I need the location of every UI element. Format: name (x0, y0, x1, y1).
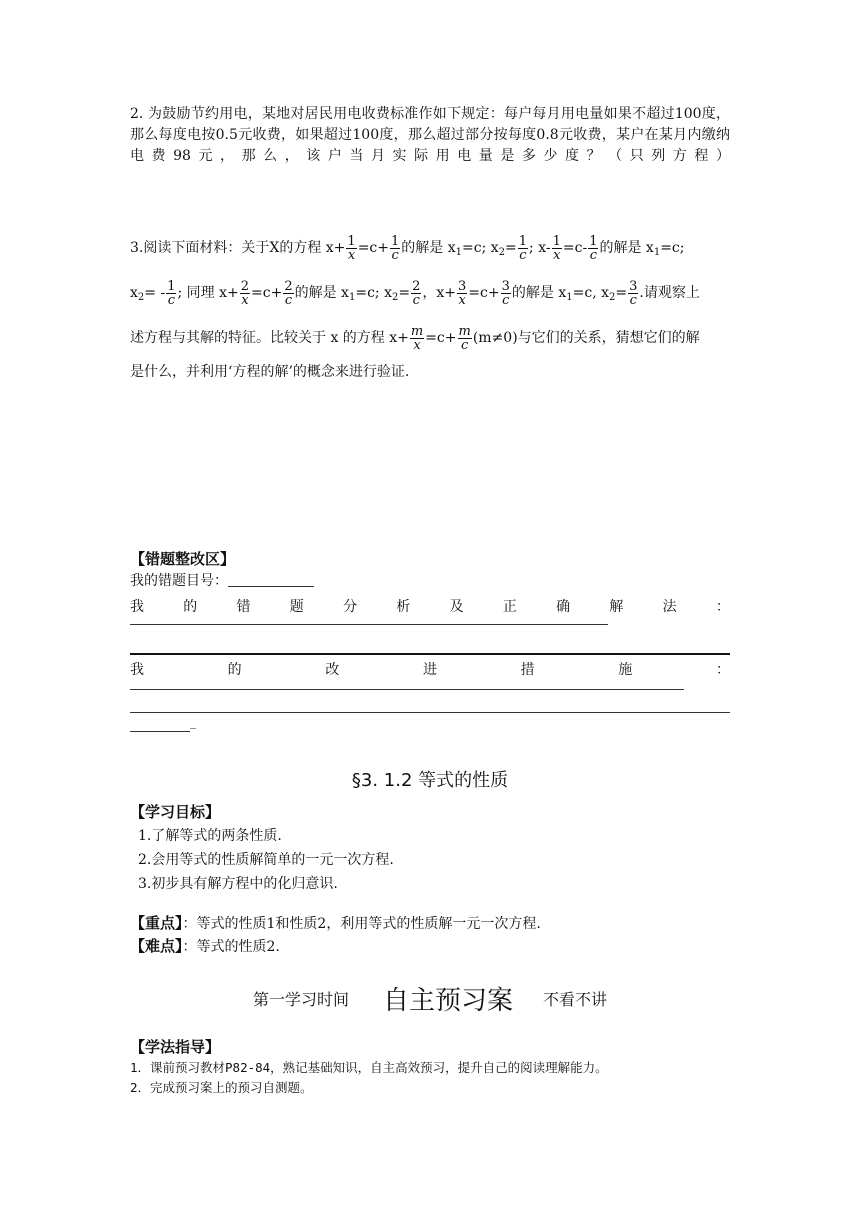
analysis-label-row: 我 的 错 题 分 析 及 正 确 解 法 ： (130, 599, 730, 615)
fraction: $\frac{2}{c}$ (284, 278, 293, 308)
goal-item: 1.了解等式的两条性质. (138, 828, 282, 844)
fraction: $\frac{1}{x}$ (552, 233, 561, 263)
study-method (130, 1036, 750, 1098)
question-3-line-1: 3.阅读下面材料：关于X的方程 x+ $\frac{1}{x}$ =c+ $\frac{1}{c}$ 的解是 $x_1=c$; $x_2=$ $\frac{1}{c}$ ; x- $\frac{1}{x}$ =c- $\frac{1}{c}$ 的解是 $x_1=c$; (130, 233, 685, 263)
fraction: $\frac{1}{x}$ (347, 233, 356, 263)
measures-label-row: 我 的 改 进 措 施 ： (130, 662, 730, 678)
study-banner (0, 980, 860, 1017)
banner-right: 不看不讲 (543, 990, 608, 1009)
wrong-number-blank[interactable] (228, 572, 314, 587)
fraction: $\frac{3}{c}$ (501, 278, 510, 308)
question-2 (130, 104, 730, 167)
fraction: $\frac{1}{c}$ (391, 233, 400, 263)
question-3 (130, 228, 730, 383)
method-item: 2．完成预习案上的预习自测题。 (130, 1080, 313, 1095)
goal-item: 2.会用等式的性质解简单的一元一次方程. (138, 852, 394, 868)
measures-blank-line-3[interactable] (130, 731, 190, 732)
divider-line (130, 653, 730, 655)
banner-left: 第一学习时间 (252, 990, 349, 1009)
learning-goals (130, 800, 730, 896)
fraction: $\frac{3}{c}$ (629, 278, 638, 308)
wrong-number-row: 我的错题目号： (130, 570, 730, 592)
question-3-line-2: $x_2=$ - $\frac{1}{c}$ ; 同理 x+ $\frac{2}{x}$ =c+ $\frac{2}{c}$ 的解是 $x_1=c$; $x_2=$ $\frac{2}{c}$ ，x+ $\frac{3}{x}$ =c+ $\frac{3}{c}$ 的解是 $x_1=c$, $x_2=$ $\frac{3}{c}$ .请观察上 (130, 278, 700, 308)
goal-item: 3.初步具有解方程中的化归意识. (138, 876, 338, 892)
fraction: $\frac{2}{x}$ (240, 278, 250, 308)
question-3-line-3: 述方程与其解的特征。比较关于 x 的方程 x+ $\frac{m}{x}$ =c+ $\frac{m}{c}$ (m≠0)与它们的关系，猜想它们的解 (130, 323, 700, 353)
measures-blank-line-3-row: _ (130, 713, 730, 735)
difficult-point-row: 【难点】：等式的性质2. (130, 937, 280, 955)
corrections-header: 【错题整改区】 (130, 550, 236, 568)
key-points (130, 912, 730, 958)
fraction: $\frac{3}{x}$ (458, 278, 467, 308)
fraction: $\frac{1}{c}$ (518, 233, 528, 263)
fraction: $\frac{2}{c}$ (412, 278, 421, 308)
corrections-area (130, 548, 730, 735)
fraction: $\frac{m}{x}$ (410, 323, 424, 353)
measures-blank-line-1[interactable] (130, 689, 684, 690)
banner-center: 自主预习案 (382, 986, 513, 1016)
question-2-text: 2. 为鼓励节约用电，某地对居民用电收费标准作如下规定：每户每月用电量如果不超过100度，那么每度电按0.5元收费，如果超过100度，那么超过部分按每度0.8元收费，某户在某月内缴纳电费98元，那么，该户当月实际用电量是多少度？（只列方程） (130, 106, 730, 164)
goals-header: 【学习目标】 (130, 803, 221, 821)
question-3-line-4: 是什么，并利用‘方程的解’的概念来进行验证. (130, 364, 410, 380)
key-point-row: 【重点】：等式的性质1和性质2，利用等式的性质解一元一次方程. (130, 914, 541, 932)
method-header: 【学法指导】 (130, 1038, 221, 1056)
section-title: §3. 1.2 等式的性质 (351, 770, 509, 791)
fraction: $\frac{m}{c}$ (458, 323, 471, 353)
fraction: $\frac{1}{c}$ (589, 233, 598, 263)
fraction: $\frac{1}{c}$ (167, 278, 176, 308)
method-item: 1．课前预习教材P82-84，熟记基础知识，自主高效预习，提升自己的阅读理解能力。 (130, 1060, 608, 1075)
analysis-blank-line[interactable] (130, 624, 608, 625)
